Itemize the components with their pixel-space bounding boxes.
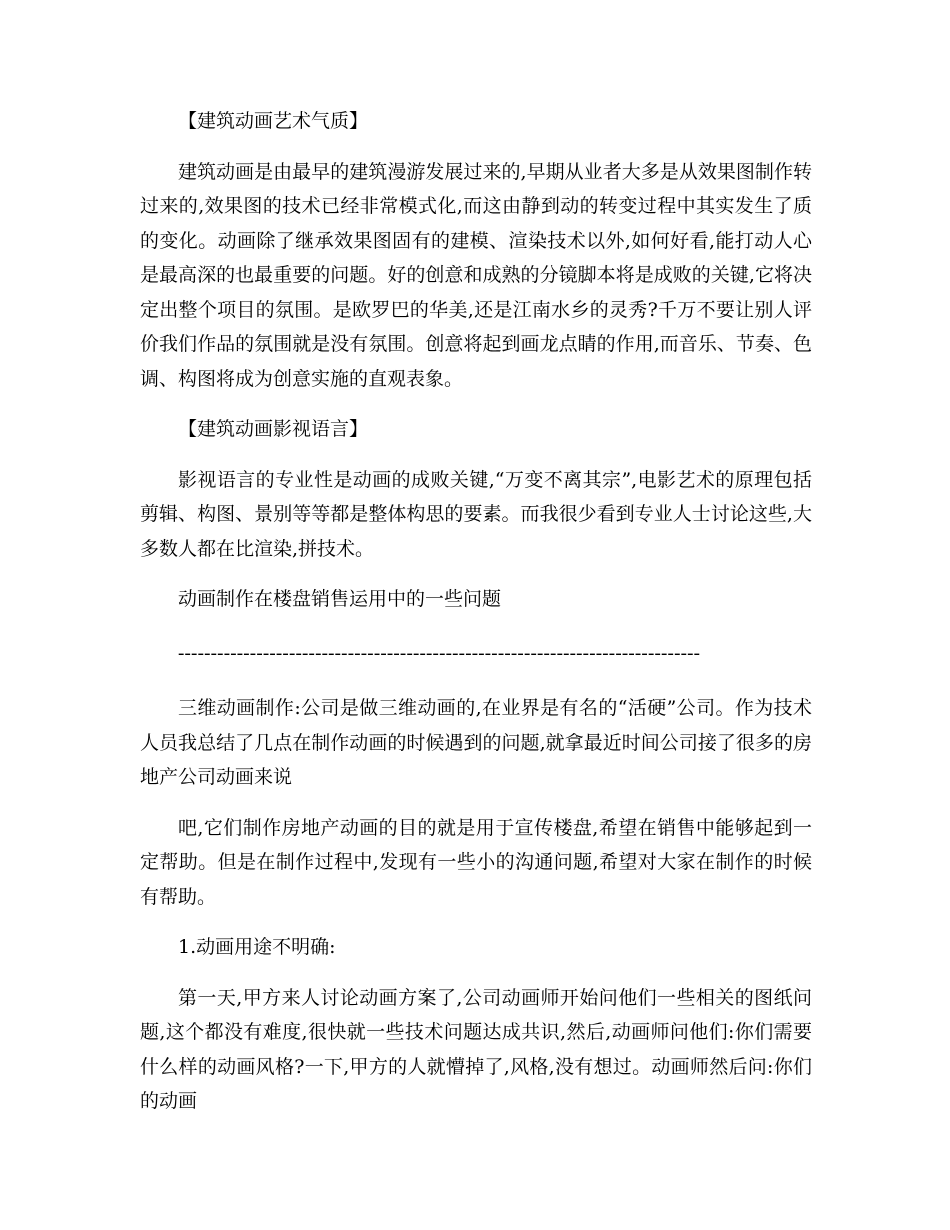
paragraph-purpose: 吧,它们制作房地产动画的目的就是用于宣传楼盘,希望在销售中能够起到一定帮助。但是在制作过程中,发现有一些小的沟通问题,希望对大家在制作的时候有帮助。 <box>140 816 812 908</box>
article-subtitle: 动画制作在楼盘销售运用中的一些问题 <box>178 588 502 610</box>
document-page <box>140 104 812 1119</box>
section-heading-art-quality: 【建筑动画艺术气质】 <box>178 110 369 132</box>
paragraph-intro: 三维动画制作:公司是做三维动画的,在业界是有名的“活硬”公司。作为技术人员我总结了几点在制作动画的时候遇到的问题,就拿最近时间公司接了很多的房地产公司动画来说 <box>140 697 812 788</box>
paragraph-first-day: 第一天,甲方来人讨论动画方案了,公司动画师开始问他们一些相关的图纸问题,这个都没有难度,很快就一些技术问题达成共识,然后,动画师问他们:你们需要什么样的动画风格?一下,甲方的人就懵掉了,风格,没有想过。动画师然后问:你们的动画 <box>140 986 812 1112</box>
point-heading-1: 1.动画用途不明确: <box>178 936 336 958</box>
section-heading-film-language: 【建筑动画影视语言】 <box>178 418 369 440</box>
paragraph-art-quality: 建筑动画是由最早的建筑漫游发展过来的,早期从业者大多是从效果图制作转过来的,效果图的技术已经非常模式化,而这由静到动的转变过程中其实发生了质的变化。动画除了继承效果图固有的建模、渲染技术以外,如何好看,能打动人心是最高深的也最重要的问题。好的创意和成熟的分镜脚本将是成败的关键,它将决定出整个项目的氛围。是欧罗巴的华美,还是江南水乡的灵秀?千万不要让别人评价我们作品的氛围就是没有氛围。创意将起到画龙点睛的作用,而音乐、节奏、色调、构图将成为创意实施的直观表象。 <box>140 160 812 390</box>
paragraph-film-language: 影视语言的专业性是动画的成败关键,“万变不离其宗”,电影艺术的原理包括剪辑、构图、景别等等都是整体构思的要素。而我很少看到专业人士讨论这些,大多数人都在比渲染,拼技术。 <box>140 468 812 560</box>
separator-line: -------------------------------------------------------------------------------- <box>178 642 701 664</box>
